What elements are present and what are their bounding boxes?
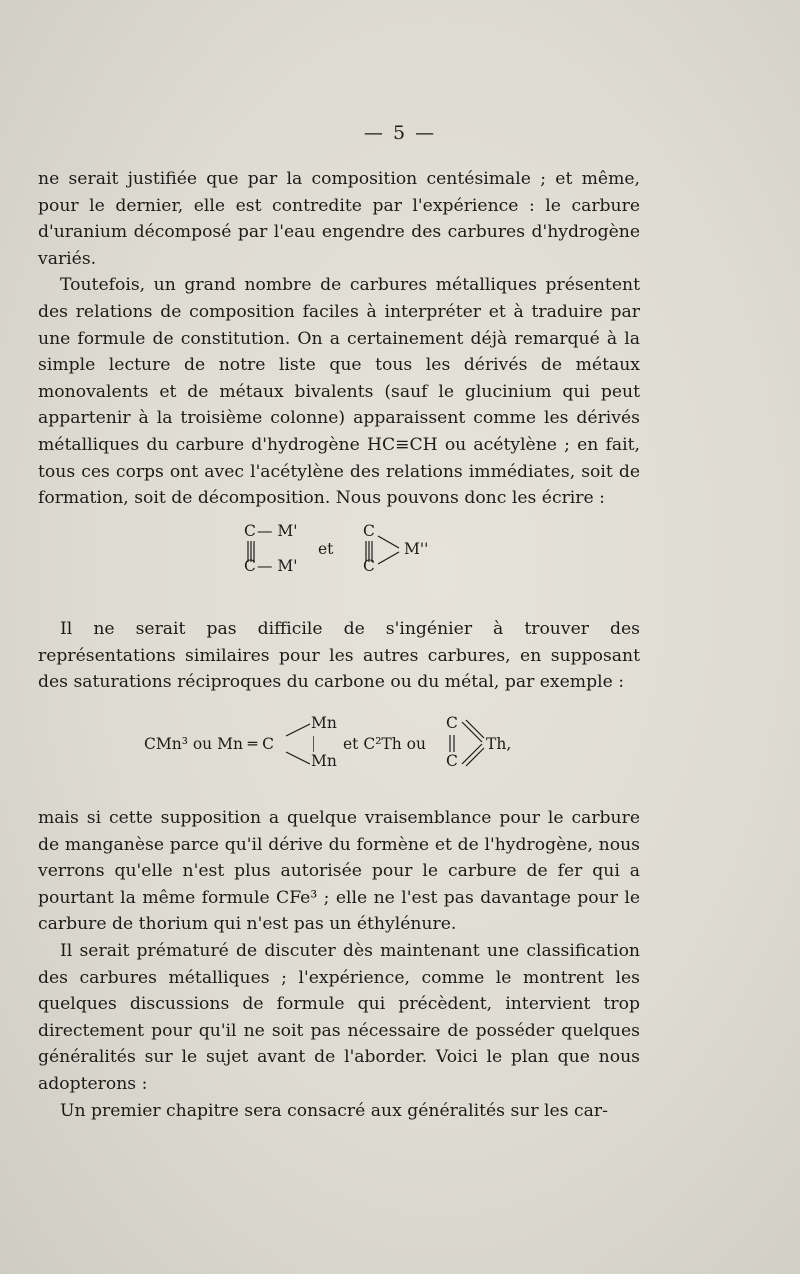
formula-connector: et [318, 540, 334, 558]
formula-right-c-top: C [363, 522, 375, 540]
text-block-top [38, 166, 640, 512]
double-bond-lines-icon [460, 718, 486, 768]
paragraph: Il ne serait pas difficile de s'ingénier à trouver des représentations similaires pour les autres carbures, en supposant des saturations réciproques du carbone ou du métal, par exemple : [38, 619, 640, 693]
formula-et-c2th: et C²Th ou [343, 735, 426, 753]
formula-mn-bottom: Mn [311, 752, 337, 770]
formula-m-top: — M' [257, 522, 298, 540]
formula-th: Th, [486, 735, 512, 753]
formula-c-top: C [244, 522, 256, 540]
formula-c-bottom: C [244, 557, 256, 575]
formula-c-top: C [446, 714, 458, 732]
formula-c-bottom: C [446, 752, 458, 770]
formula-m-bottom: — M' [257, 557, 298, 575]
formula-right-m: M'' [404, 540, 429, 558]
formula-right-c-bottom: C [363, 557, 375, 575]
text-block-middle [38, 616, 640, 696]
paragraph: Un premier chapitre sera consacré aux généralités sur les car- [60, 1100, 608, 1121]
paragraph: mais si cette supposition a quelque vraisemblance pour le carbure de manganèse parce qu'il dérive du formène et de l'hydrogène, nous verrons qu'elle n'est plus autorisée pour le carbure de fer qui a pourtant la même formule CFe³ ; elle ne l'est pas davantage pour le carbure de thorium qui n'est pas un éthylénure. [38, 808, 640, 935]
formula-mn-top: Mn [311, 714, 337, 732]
paragraph: Il serait prématuré de discuter dès maintenant une classification des carbures métalliques ; l'expérience, comme le montrent les quelques discussions de formule qui précèdent, intervient trop directement pour qu'il ne soit pas nécessaire de posséder quelques généralités sur le sujet avant de l'aborder. Voici le plan que nous adopterons : [38, 940, 640, 1094]
bond-lines-icon [284, 716, 314, 770]
page-number: — 5 — [363, 122, 437, 144]
bond-lines-icon [377, 530, 405, 570]
double-bond-icon [448, 734, 456, 754]
paragraph: ne serait justifiée que par la composition centésimale ; et même, pour le dernier, elle est contredite par l'expérience : le carbure d'uranium décomposé par l'eau engendre des carbures d'hydrogène variés. [38, 169, 640, 269]
formula-cmn: CMn³ ou Mn ═ C [144, 735, 274, 753]
text-block-bottom [38, 805, 640, 1124]
paragraph: Toutefois, un grand nombre de carbures métalliques présentent des relations de composition faciles à interpréter et à traduire par une formule de constitution. On a certainement déjà remarqué à la simple lecture de notre liste que tous les dérivés de métaux monovalents et de métaux bivalents (sauf le glucinium qui peut appartenir à la troisième colonne) apparaissent comme les dérivés métalliques du carbure d'hydrogène HC≡CH ou acétylène ; en fait, tous ces corps ont avec l'acétylène des relations immédiates, soit de formation, soit de décomposition. Nous pouvons donc les écrire : [38, 275, 640, 509]
